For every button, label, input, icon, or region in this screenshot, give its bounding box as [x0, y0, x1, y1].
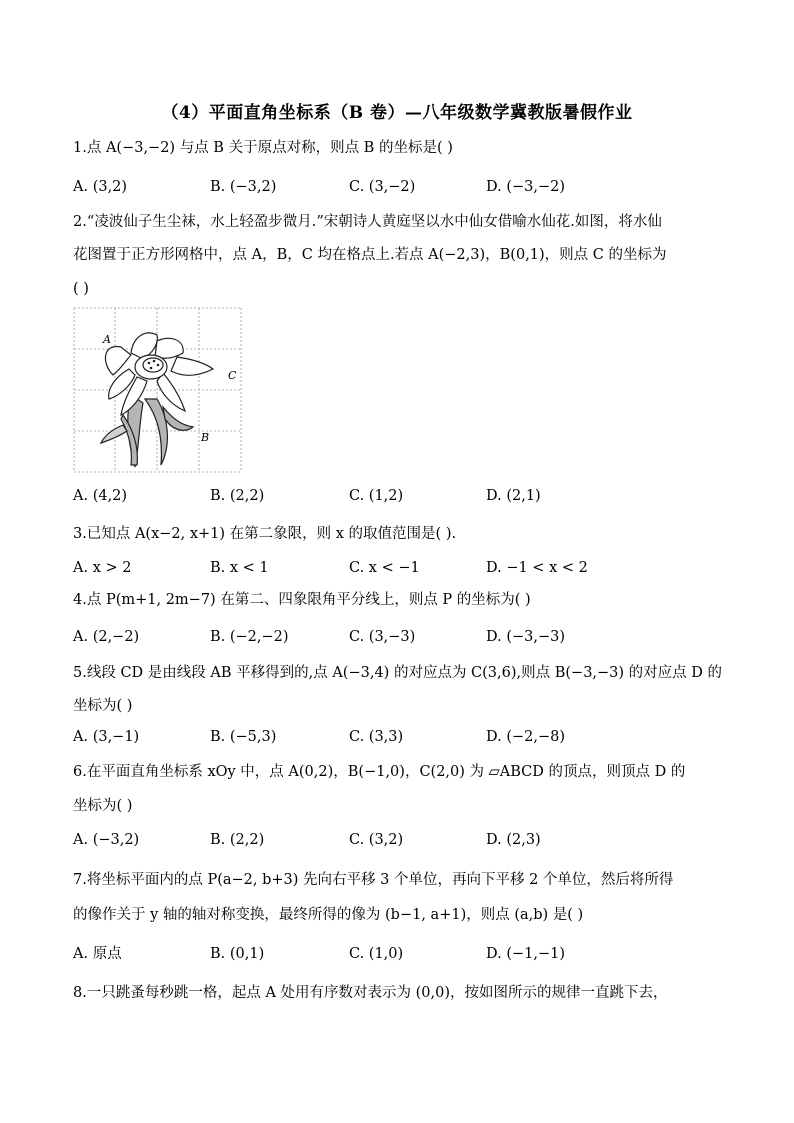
- q6-option-b: B. (2,2): [210, 832, 265, 848]
- q6-option-c: C. (3,2): [349, 832, 404, 848]
- question-4-stem: 4.点 P(m+1, 2m−7) 在第二、四象限角平分线上，则点 P 的坐标为( ): [73, 592, 531, 608]
- question-5-stem-line-2: 坐标为( ): [73, 698, 133, 714]
- q1-option-d: D. (−3,−2): [486, 179, 565, 195]
- question-8-stem: 8.一只跳蚤每秒跳一格，起点 A 处用有序数对表示为 (0,0)，按如图所示的规律一直跳下去，: [73, 985, 668, 1001]
- q2-option-a: A. (4,2): [73, 488, 128, 504]
- q7-option-d: D. (−1,−1): [486, 946, 565, 962]
- q5-option-a: A. (3,−1): [73, 729, 140, 745]
- q2-option-c: C. (1,2): [349, 488, 404, 504]
- q4-option-b: B. (−2,−2): [210, 629, 289, 645]
- q3-option-a: A. x > 2: [73, 560, 132, 576]
- question-6-stem-line-2: 坐标为( ): [73, 798, 133, 814]
- q3-option-c: C. x < −1: [349, 560, 420, 576]
- q7-option-b: B. (0,1): [210, 946, 265, 962]
- question-7-stem-line-1: 7.将坐标平面内的点 P(a−2, b+3) 先向右平移 3 个单位，再向下平移 2 个单位，然后将所得: [73, 872, 674, 888]
- q2-option-b: B. (2,2): [210, 488, 265, 504]
- q1-option-a: A. (3,2): [73, 179, 128, 195]
- q4-option-d: D. (−3,−3): [486, 629, 565, 645]
- q5-option-c: C. (3,3): [349, 729, 404, 745]
- question-3-stem: 3.已知点 A(x−2, x+1) 在第二象限，则 x 的取值范围是( ).: [73, 526, 457, 542]
- q7-option-a: A. 原点: [73, 946, 122, 962]
- question-2-stem-line-1: 2.“凌波仙子生尘袜，水上轻盈步微月.”宋朝诗人黄庭坚以水中仙女借喻水仙花.如图，将水仙: [73, 214, 662, 230]
- question-2-stem-line-3: ( ): [73, 281, 89, 297]
- figure-label-a: A: [103, 333, 111, 346]
- question-5-stem-line-1: 5.线段 CD 是由线段 AB 平移得到的,点 A(−3,4) 的对应点为 C(3,6),则点 B(−3,−3) 的对应点 D 的: [73, 665, 723, 681]
- narcissus-grid-figure: [73, 307, 243, 473]
- question-6-stem-line-1: 6.在平面直角坐标系 xOy 中，点 A(0,2)，B(−1,0)，C(2,0) 为 ▱ABCD 的顶点，则顶点 D 的: [73, 764, 686, 780]
- figure-grid: [74, 308, 241, 472]
- figure-label-b: B: [201, 431, 210, 444]
- q6-option-d: D. (2,3): [486, 832, 541, 848]
- q6-option-a: A. (−3,2): [73, 832, 140, 848]
- question-2-stem-line-2: 花图置于正方形网格中，点 A，B，C 均在格点上.若点 A(−2,3)，B(0,1)，则点 C 的坐标为: [73, 247, 667, 263]
- q3-option-b: B. x < 1: [210, 560, 269, 576]
- q7-option-c: C. (1,0): [349, 946, 404, 962]
- q3-option-d: D. −1 < x < 2: [486, 560, 588, 576]
- q5-option-b: B. (−5,3): [210, 729, 277, 745]
- q1-option-c: C. (3,−2): [349, 179, 416, 195]
- figure-label-c: C: [228, 369, 237, 382]
- q5-option-d: D. (−2,−8): [486, 729, 565, 745]
- page-title: （4）平面直角坐标系（B 卷）—八年级数学冀教版暑假作业: [161, 103, 633, 123]
- q2-option-d: D. (2,1): [486, 488, 541, 504]
- q1-option-b: B. (−3,2): [210, 179, 277, 195]
- question-7-stem-line-2: 的像作关于 y 轴的轴对称变换，最终所得的像为 (b−1, a+1)，则点 (a,b) 是( ): [73, 907, 584, 923]
- question-1-stem: 1.点 A(−3,−2) 与点 B 关于原点对称，则点 B 的坐标是( ): [73, 140, 453, 156]
- q4-option-a: A. (2,−2): [73, 629, 140, 645]
- q4-option-c: C. (3,−3): [349, 629, 416, 645]
